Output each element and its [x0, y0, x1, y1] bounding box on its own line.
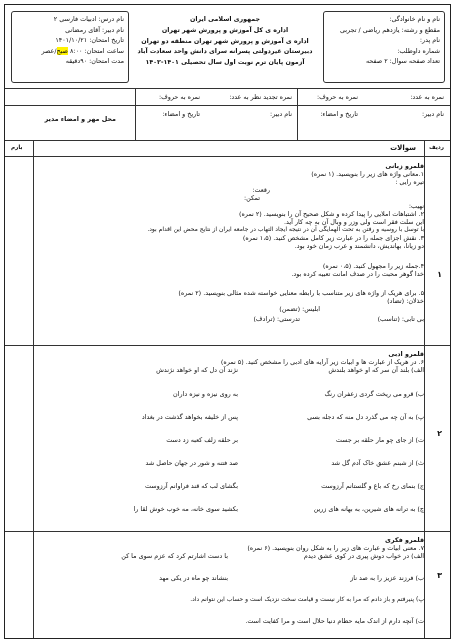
student-father: نام پدر: [419, 36, 440, 45]
q1-line-5: نهیب: [408, 202, 424, 210]
q1-line-13: خدا گوهر محبت را در صدف امانت تعبیه کرده بود. [291, 270, 424, 278]
q1-line-18: بی تابی: (تناسب) [377, 315, 424, 323]
student-seat: شماره داوطلب: [397, 46, 440, 55]
q3-item-3: ت) آنچه دارم از اندک مایه حطام دنیا حلال است و مرا کفایت است. [245, 617, 424, 625]
revision-date-sign-label: تاریخ و امضاء: [162, 110, 200, 118]
q1-line-7: این سلت فقر است ولی وزر و وبال آن به چه کار آید. [284, 218, 424, 226]
q2-item-3-right: ت) از جای چو مار حلقه بر جست [335, 436, 424, 444]
score-letters-label: نمره به حروف: [317, 93, 358, 101]
student-name: نام و نام خانوادگی: [389, 15, 440, 23]
lesson-name: نام درس: ادبیات فارسی ۲ [53, 15, 124, 23]
grading-area [5, 89, 450, 141]
header-line-4: دبیرستان غیردولتی پسرانه سرای دانش واحد سعادت آباد [137, 48, 313, 56]
header-line-5: آزمون پایان ترم نوبت اول سال تحصیلی ۱۴۰۱-۱۴۰۲ [145, 59, 305, 67]
q1-line-1: ۱.معانی واژه های زیر را بنویسید. (۱ نمره) [311, 170, 424, 178]
q1-line-16: خذلان: (تضاد) [387, 297, 424, 305]
principal-seal-label: محل مهر و امضاء مدیر [44, 115, 116, 123]
exam-time: ساعت امتحان: ۸:۰۰ صبح/عصر [41, 46, 124, 55]
q2-item-1-left: به روی نیزه و نیزه داران [173, 390, 238, 398]
q2-item-2-right: پ) به آن چه می گذرد دل منه که دجله بسی [307, 413, 424, 421]
q2-item-4-left: صد فتنه و شور در جهان حاصل شد [145, 459, 238, 467]
q1-line-19: تدرستی: (ترادف) [253, 315, 300, 323]
q3-title: قلمرو فکری [385, 536, 424, 544]
question-2-number: ۲ [437, 429, 442, 438]
score-number-label: نمره به عدد: [410, 93, 444, 101]
question-1-number: ۱ [437, 270, 442, 279]
teacher-name: نام دبیر: آقای رمضانی [65, 25, 124, 34]
exam-duration: مدت امتحان: ۹۰دقیقه [65, 57, 124, 66]
q2-item-0-right: الف) بلند آن سر که او خواهد بلندش [328, 366, 424, 374]
exam-info-box [11, 11, 129, 83]
session-am: صبح [56, 46, 68, 55]
questions-table-body [5, 157, 450, 639]
question-3 [5, 531, 450, 639]
student-info-box [323, 11, 445, 83]
q1-line-2: تیره رایی : [395, 178, 424, 186]
q2-item-6-left: بکشید سوی خانه، مه خوب خوش لقا را [133, 505, 238, 513]
page-count: تعداد صفحه سوال: ۲ صفحه [365, 57, 440, 66]
q3-item-1-left: بنشاند چو ماه در یکی مهد [159, 574, 228, 582]
teacher-label: نام دبیر: [422, 110, 444, 118]
header-line-2: اداره ی کل آموزش و پرورش شهر تهران [161, 26, 289, 34]
student-grade: مقطع و رشته: یازدهم ریاضی / تجربی [339, 25, 440, 34]
q2-intro: ۶. در هریک از عبارت ها و ابیات زیر آرایه های ادبی را مشخص کنید. (۵ نمره) [220, 358, 424, 366]
q3-item-0-right: الف) در خواب دوش پیری در کوی عشق دیدم [303, 552, 424, 560]
q2-item-0-left: نژند آن دل که او خواهد نژندش [156, 366, 238, 374]
q1-line-10: دو زیانا، بهاندیش، دانشمند و عرب زمان خود بود. [294, 242, 424, 250]
q2-item-4-right: ث) از شبنم عشق خاک آدم گل شد [331, 459, 424, 467]
header-line-1: جمهوری اسلامی ایران [189, 16, 261, 23]
q1-line-0: قلمرو زبانی [385, 162, 424, 170]
q2-item-3-left: بر حلقه زلف کعبه زد دست [166, 436, 238, 444]
header-line-3: اداره ی آموزش و پرورش شهر تهران منطقه دو تهران [141, 37, 309, 45]
row-column-header: ردیف [429, 145, 444, 151]
questions-column-header: سوالات [390, 144, 416, 152]
question-1 [5, 157, 450, 345]
q2-item-6-right: چ) به ترانه های شیرین، به بهانه های زرین [313, 505, 424, 513]
q1-line-6: ۲. اشتباهات املایی را پیدا کرده و شکل صحیح آن را بنویسید. (۲ نمره) [238, 210, 424, 218]
revision-letters-label: نمره به حروف: [159, 93, 200, 101]
q2-title: قلمرو ادبی [388, 350, 424, 358]
q1-line-12: ۴.جمله زیر را مجهول کنید. (۰،۵ نمره) [322, 262, 424, 270]
q1-line-8: با توسل با روسیه و رفتن به تحت الهمایگی آن در نتیجه ایجاد التهاب در جامعه ایران از نتایج محض این اقدام بود. [147, 226, 424, 233]
school-title-block [135, 15, 315, 69]
question-3-number: ۳ [437, 571, 442, 580]
revision-teacher-label: نام دبیر: [270, 110, 292, 118]
revision-number-label: نمره تجدید نظر به عدد: [229, 93, 292, 101]
q1-line-3: رقعت: [252, 186, 270, 194]
q2-item-5-right: ج) بنمای رخ که باغ و گلستانم آرزوست [321, 482, 424, 490]
q3-item-0-left: با دست اشارتم کرد که عزم سوی ما کن [121, 552, 228, 560]
q1-line-9: ۳. نقش اجزای جمله را در عبارت زیر کامل مشخص کنید. (۱،۵ نمره) [242, 234, 424, 242]
q1-line-17: ابلیس: (تضمن) [279, 305, 320, 313]
q3-item-1-right: ب) فرزند عزیز را به صد ناز [350, 574, 424, 582]
exam-page [4, 4, 451, 639]
date-sign-label: تاریخ و امضاء: [320, 110, 358, 118]
questions-table-header [5, 141, 450, 157]
question-2 [5, 345, 450, 531]
q2-item-2-left: پس از خلیفه بخواهد گذشت در بغداد [141, 413, 238, 421]
q1-line-4: تمکن: [243, 194, 260, 202]
q3-item-2: پ) پنیرفتم و باز دادم که مرا به کار نیست و قیامت سخت نزدیک است و حساب این نتوانم داد. [190, 596, 424, 603]
q2-item-1-right: ب) قرو می ریخت گردی زعفران رنگ [324, 390, 424, 398]
exam-header [5, 5, 450, 89]
q3-intro: ۷. معنی ابیات و عبارت های زیر را به شکل روان بنویسید. (۶ نمره) [247, 544, 424, 552]
exam-date: تاریخ امتحان: ۱۴۰۱/۱۰/۲۱ [55, 36, 124, 45]
score-column-header: بارم [11, 145, 23, 151]
q1-line-15: ۵. برای هریک از واژه های زیر متناسب با رابطه معنایی خواسته شده مثالی بنویسید. (۲ نمره) [178, 289, 424, 297]
q2-item-5-left: بگشای لب که قند فراوانم آرزوست [144, 482, 238, 490]
